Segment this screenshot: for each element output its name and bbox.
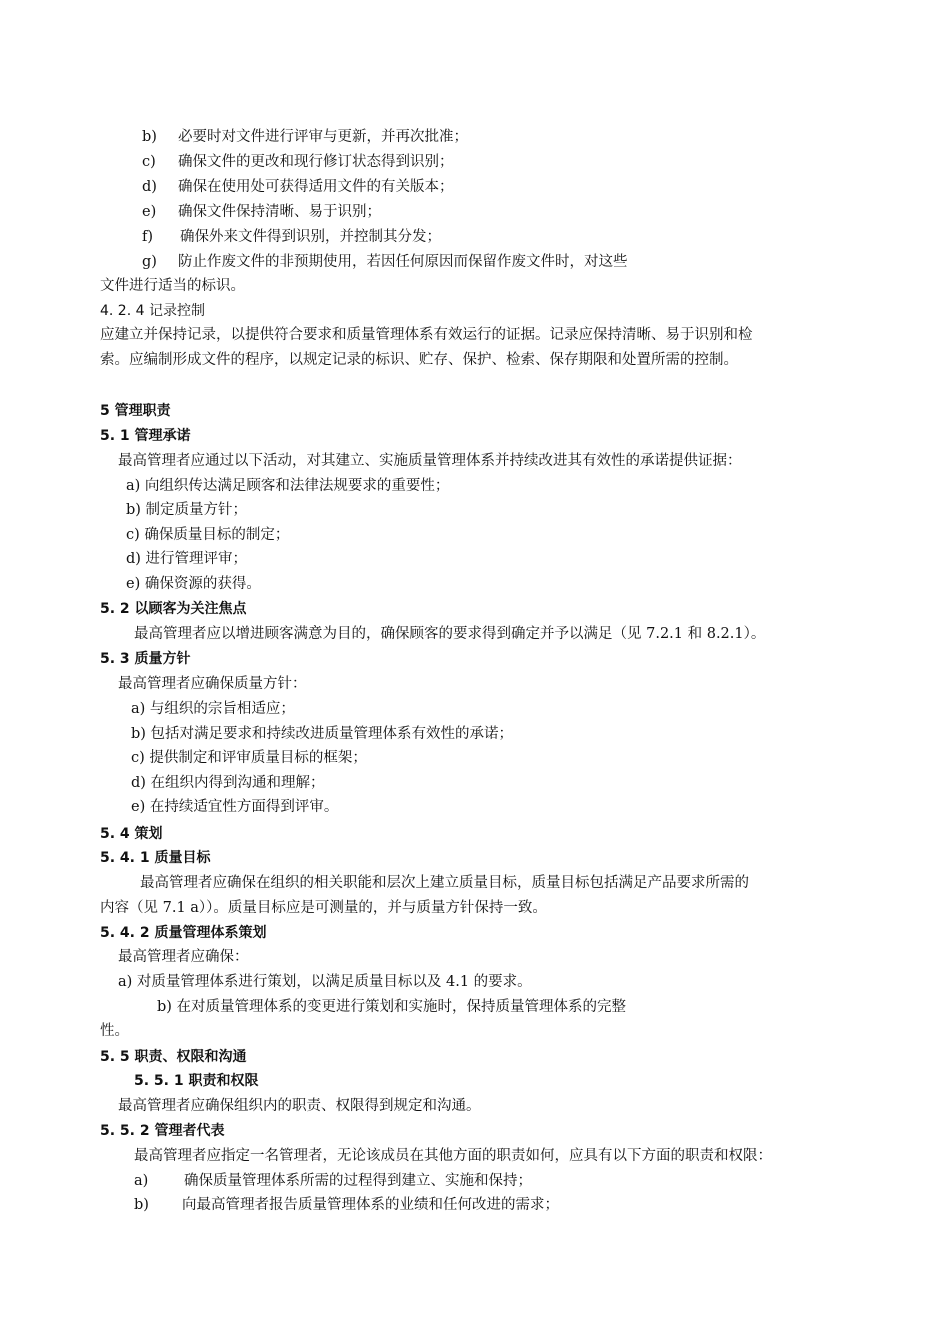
list-marker: d) (142, 179, 157, 195)
list-marker: f) (142, 229, 154, 245)
paragraph-line: 最高管理者应确保组织内的职责、权限得到规定和沟通。 (118, 1098, 481, 1114)
list-item: d) 进行管理评审； (126, 551, 248, 567)
paragraph-line: 最高管理者应以增进顾客满意为目的，确保顾客的要求得到确定并予以满足（见 7.2.1 和 8.2.1）。 (134, 626, 766, 642)
section-heading: 5. 4 策划 (100, 826, 163, 842)
section-heading: 5. 4. 1 质量目标 (100, 850, 211, 866)
section-heading: 5. 3 质量方针 (100, 651, 191, 667)
paragraph-line: 最高管理者应确保质量方针： (118, 676, 307, 692)
list-text: 防止作废文件的非预期使用，若因任何原因而保留作废文件时，对这些 (178, 254, 628, 270)
list-marker: b) (134, 1197, 149, 1213)
list-text: 确保文件保持清晰、易于识别； (178, 204, 381, 220)
list-item: c) 提供制定和评审质量目标的框架； (131, 750, 367, 766)
section-heading: 5. 5 职责、权限和沟通 (100, 1049, 247, 1065)
paragraph-line: 内容（见 7.1 a））。质量目标应是可测量的，并与质量方针保持一致。 (100, 900, 547, 916)
list-item (134, 1195, 559, 1215)
list-item: e) 在持续适宜性方面得到评审。 (131, 799, 339, 815)
list-text: 确保外来文件得到识别，并控制其分发； (180, 229, 441, 245)
list-marker: c) (142, 154, 156, 170)
section-heading: 5. 5. 2 管理者代表 (100, 1123, 225, 1139)
list-item (142, 127, 468, 147)
list-item: e) 确保资源的获得。 (126, 576, 261, 592)
list-item (142, 252, 628, 272)
list-item: b) 在对质量管理体系的变更进行策划和实施时，保持质量管理体系的完整 (157, 999, 627, 1015)
section-heading: 5. 2 以顾客为关注焦点 (100, 601, 247, 617)
list-item-continuation: 文件进行适当的标识。 (100, 278, 245, 294)
list-item (142, 202, 381, 222)
list-item: d) 在组织内得到沟通和理解； (131, 775, 325, 791)
section-heading: 5. 4. 2 质量管理体系策划 (100, 925, 267, 941)
list-item: b) 制定质量方针； (126, 502, 248, 518)
list-marker: a) (134, 1173, 149, 1189)
list-marker: e) (142, 204, 157, 220)
list-text: 确保文件的更改和现行修订状态得到识别； (178, 154, 454, 170)
list-text: 确保在使用处可获得适用文件的有关版本； (178, 179, 454, 195)
list-marker: b) (142, 129, 157, 145)
paragraph-line: 最高管理者应确保在组织的相关职能和层次上建立质量目标，质量目标包括满足产品要求所需的 (140, 875, 749, 891)
paragraph-line: 应建立并保持记录，以提供符合要求和质量管理体系有效运行的证据。记录应保持清晰、易于识别和检 (100, 327, 753, 343)
section-heading: 5. 1 管理承诺 (100, 428, 191, 444)
list-item: a) 向组织传达满足顾客和法律法规要求的重要性； (126, 478, 450, 494)
list-item: a) 对质量管理体系进行策划，以满足质量目标以及 4.1 的要求。 (118, 974, 532, 990)
section-heading: 4. 2. 4 记录控制 (100, 303, 205, 319)
paragraph-line: 最高管理者应指定一名管理者，无论该成员在其他方面的职责如何，应具有以下方面的职责和权限： (134, 1148, 772, 1164)
paragraph-line: 最高管理者应通过以下活动，对其建立、实施质量管理体系并持续改进其有效性的承诺提供证据： (118, 453, 742, 469)
list-text: 必要时对文件进行评审与更新，并再次批准； (178, 129, 468, 145)
paragraph-line: 索。应编制形成文件的程序，以规定记录的标识、贮存、保护、检索、保存期限和处置所需的控制。 (100, 352, 738, 368)
section-heading: 5. 5. 1 职责和权限 (134, 1073, 259, 1089)
paragraph-line: 最高管理者应确保： (118, 949, 249, 965)
chapter-heading: 5 管理职责 (100, 403, 171, 419)
list-text: 向最高管理者报告质量管理体系的业绩和任何改进的需求； (182, 1197, 559, 1213)
list-text: 确保质量管理体系所需的过程得到建立、实施和保持； (184, 1173, 532, 1189)
list-item: a) 与组织的宗旨相适应； (131, 701, 295, 717)
list-item (142, 227, 441, 247)
list-item (142, 152, 454, 172)
list-item (134, 1171, 532, 1191)
list-item: c) 确保质量目标的制定； (126, 527, 290, 543)
list-item (142, 177, 454, 197)
list-item: b) 包括对满足要求和持续改进质量管理体系有效性的承诺； (131, 726, 514, 742)
list-item-continuation: 性。 (100, 1023, 129, 1039)
list-marker: g) (142, 254, 157, 270)
